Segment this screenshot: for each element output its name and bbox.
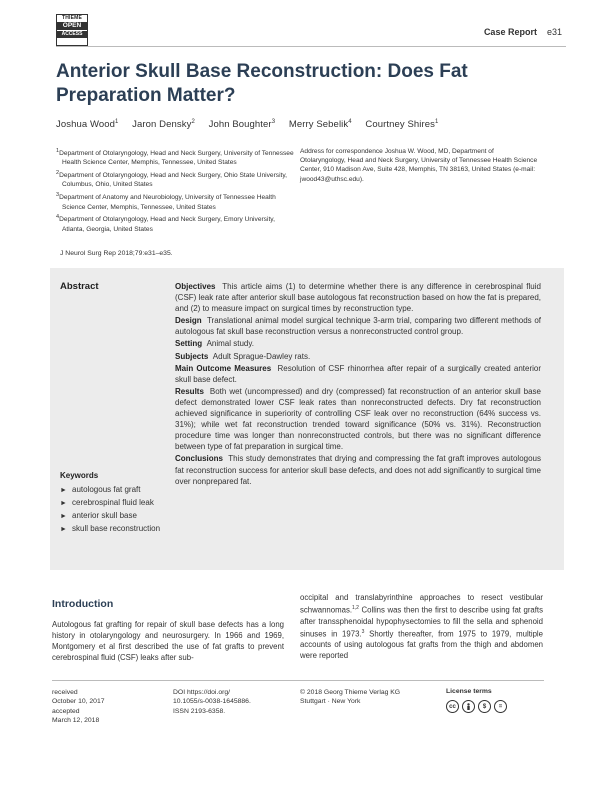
arrow-icon: ► [60, 500, 67, 507]
license-icons[interactable] [446, 700, 507, 713]
by-icon [462, 700, 475, 713]
logo-line1: THIEME [61, 15, 83, 21]
introduction-col1: Autologous fat grafting for repair of skull base defects has a long history in otolaryngology and neurosurgery. In 1966 and 1969, Montgomery et al first described the use of fat grafts to prevent cerebrospinal fluid (CSF) leaks after sub- [52, 620, 284, 662]
abstract-conclusions: Conclusions This study demonstrates that drying and compressing the fat graft improves autologous fat reconstruction success for anterior skull base defects, and does not add significantly to surgical time over nonprepared fat. [175, 454, 541, 486]
affiliation-3: $^3$Department of Anatomy and Neurobiology, University of Tennessee Health Science Center, Memphis, Tennessee, United States [56, 192, 276, 211]
abstract-subjects: Subjects Adult Sprague-Dawley rats. [175, 351, 311, 361]
logo-line3: ACCESS [57, 30, 87, 38]
author: Courtney Shires$^1$ [365, 119, 439, 131]
nd-icon: = [494, 700, 507, 713]
correspondence-label: Address for correspondence [300, 148, 383, 155]
section-label: Case Report [483, 27, 537, 37]
affiliation-4: $^4$Department of Otolaryngology, Head and Neck Surgery, Emory University, Atlanta, Georgia, United States [56, 214, 275, 233]
abstract-setting: Setting Animal study. [175, 339, 254, 349]
article-title: Anterior Skull Base Reconstruction: Does Fat Preparation Matter? [56, 61, 468, 106]
arrow-icon: ► [60, 526, 67, 533]
header-divider [56, 46, 566, 47]
footer-copyright: © 2018 Georg Thieme Verlag KG Stuttgart · New York [300, 689, 401, 706]
author: Joshua Wood$^1$ [56, 119, 119, 131]
keywords-heading: Keywords [60, 471, 99, 480]
keyword-item: ► skull base reconstruction [60, 524, 161, 533]
abstract-results: Results Both wet (uncompressed) and dry (compressed) fat reconstruction of an anterior skull base defect demonstrated lower CSF leak rates than nonreconstructed defects. Dry fat reconstruction achieved significance in superiority of controlling CSF leak over no reconstruction (64% success vs. 31%); while wet fat reconstruction trended toward significance (50% vs. 31%). Reconstruction procedure time was longer than nonreconstructed controls, but there was no significant difference between type of fat preparation in surgical time. [175, 386, 541, 452]
footer-doi: DOI https://doi.org/ 10.1055/s-0038-1645886. ISSN 2193-6358. [173, 689, 251, 715]
introduction-heading: Introduction [52, 598, 114, 610]
cc-icon: cc [446, 700, 459, 713]
keywords [60, 470, 170, 536]
abstract-body [175, 281, 541, 488]
abstract-design: Design Translational animal model surgical technique 3-arm trial, comparing two different methods of autologous fat skull base reconstruction versus a nonreconstructed control group. [175, 316, 541, 337]
arrow-icon: ► [60, 513, 67, 520]
introduction-col2: occipital and translabyrinthine approaches to resect vestibular schwannomas.$^{1,2}$ Collins was then the first to describe using fat grafts after transsphenoidal hypophysectomies to fill the sella and sphenoid sinuses in 1973.$^3$ Shortly thereafter, from 1975 to 1979, multiple accounts of using autologous fat grafts from the thigh and abdomen were reported [300, 593, 543, 661]
running-header [484, 27, 562, 37]
author: Merry Sebelik$^4$ [288, 119, 352, 131]
keyword-item: ► anterior skull base [60, 511, 137, 520]
correspondence-text: Joshua W. Wood, MD, Department of Otolaryngology, Head and Neck Surgery, University of Tennessee Health Science Center, 910 Madison Ave, Suite 428, Memphis, TN 38163, United States (e-mail: jwood43@uthsc.edu). [300, 148, 538, 183]
nc-icon: $ [478, 700, 491, 713]
doi-link[interactable]: 10.1055/s-0038-1645886. [173, 698, 251, 706]
thieme-open-access-logo [56, 14, 88, 46]
author: Jaron Densky$^2$ [132, 119, 195, 131]
footer-dates: received October 10, 2017 accepted March 12, 2018 [52, 689, 105, 725]
page-number: e31 [546, 27, 562, 37]
keyword-item: ► autologous fat graft [60, 485, 141, 494]
affiliation-1: $^1$Department of Otolaryngology, Head and Neck Surgery, University of Tennessee Health Science Center, Memphis, Tennessee, United States [56, 148, 294, 167]
footer-divider [52, 680, 544, 681]
keyword-item: ► cerebrospinal fluid leak [60, 498, 154, 507]
license-label: License terms [446, 688, 492, 695]
abstract-objectives: Objectives This article aims (1) to determine whether there is any difference in cerebrospinal fluid (CSF) leak rate after anterior skull base autologous fat reconstruction based on how the fat is prepared, and (2) to measure impact on surgical times by reconstruction type. [175, 282, 541, 314]
affiliation-2: $^2$Department of Otolaryngology, Head and Neck Surgery, Ohio State University, Columbus, Ohio, United States [56, 170, 288, 189]
journal-citation: J Neurol Surg Rep 2018;79:e31–e35. [60, 250, 173, 257]
author-list [56, 119, 438, 130]
abstract-heading: Abstract [60, 281, 99, 292]
logo-line2: OPEN [57, 22, 87, 30]
affiliations [56, 147, 294, 235]
author: John Boughter$^3$ [208, 119, 276, 131]
arrow-icon: ► [60, 487, 67, 494]
correspondence [300, 147, 540, 184]
abstract-outcome: Main Outcome Measures Resolution of CSF rhinorrhea after repair of a surgically created anterior skull base defect. [175, 363, 541, 384]
